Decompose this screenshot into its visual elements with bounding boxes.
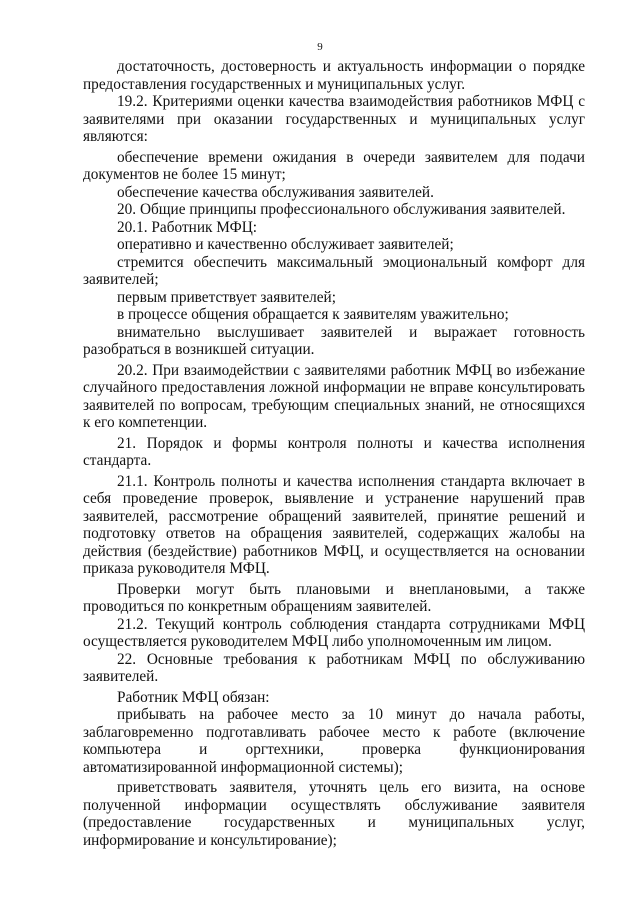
paragraph: в процессе общения обращается к заявителям уважительно;: [117, 306, 509, 323]
paragraph: 20.2. При взаимодействии с заявителями работник МФЦ во избежание случайного предоставления ложной информации не вправе консультировать заявителей по вопросам, требующим специальных знаний, не относящихся к его компетенции.: [83, 361, 585, 431]
paragraph: 20. Общие принципы профессионального обслуживания заявителей.: [117, 201, 566, 218]
paragraph: приветствовать заявителя, уточнять цель его визита, на основе полученной информации осуществлять обслуживание заявителя (предоставление государственных и муниципальных услуг, информирование и консультирование);: [83, 779, 585, 849]
paragraph: 21. Порядок и формы контроля полноты и качества исполнения стандарта.: [83, 434, 585, 469]
paragraph: 21.1. Контроль полноты и качества исполнения стандарта включает в себя проведение проверок, выявление и устранение нарушений прав заявителей, рассмотрение обращений заявителей, принятие решений и подготовку ответов на обращения заявителей, содержащих жалобы на действия (бездействие) работников МФЦ, и осуществляется на основании приказа руководителя МФЦ.: [83, 472, 585, 577]
document-body: [83, 58, 585, 849]
paragraph: оперативно и качественно обслуживает заявителей;: [117, 236, 454, 253]
paragraph: 19.2. Критериями оценки качества взаимодействия работников МФЦ с заявителями при оказании государственных и муниципальных услуг являются:: [83, 93, 585, 145]
paragraph: внимательно выслушивает заявителей и выражает готовность разобраться в возникшей ситуации.: [83, 323, 585, 358]
paragraph: 21.2. Текущий контроль соблюдения стандарта сотрудниками МФЦ осуществляется руководителем МФЦ либо уполномоченным им лицом.: [83, 615, 585, 650]
paragraph: 20.1. Работник МФЦ:: [117, 218, 258, 236]
paragraph: прибывать на рабочее место за 10 минут до начала работы, заблаговременно подготавливать рабочее место к работе (включение компьютера и оргтехники, проверка функционирования автоматизированной информационной системы);: [83, 706, 585, 776]
paragraph: Проверки могут быть плановыми и внеплановыми, а также проводиться по конкретным обращениям заявителей.: [83, 580, 585, 615]
page-number: 9: [317, 41, 323, 53]
paragraph: первым приветствует заявителей;: [117, 288, 336, 306]
paragraph: обеспечение времени ожидания в очереди заявителем для подачи документов не более 15 минут;: [83, 148, 585, 183]
paragraph: 22. Основные требования к работникам МФЦ по обслуживанию заявителей.: [83, 650, 585, 685]
paragraph: Работник МФЦ обязан:: [117, 688, 270, 706]
paragraph: обеспечение качества обслуживания заявителей.: [117, 183, 434, 201]
paragraph: достаточность, достоверность и актуальность информации о порядке предоставления государственных и муниципальных услуг.: [83, 58, 585, 93]
paragraph: стремится обеспечить максимальный эмоциональный комфорт для заявителей;: [83, 253, 585, 288]
